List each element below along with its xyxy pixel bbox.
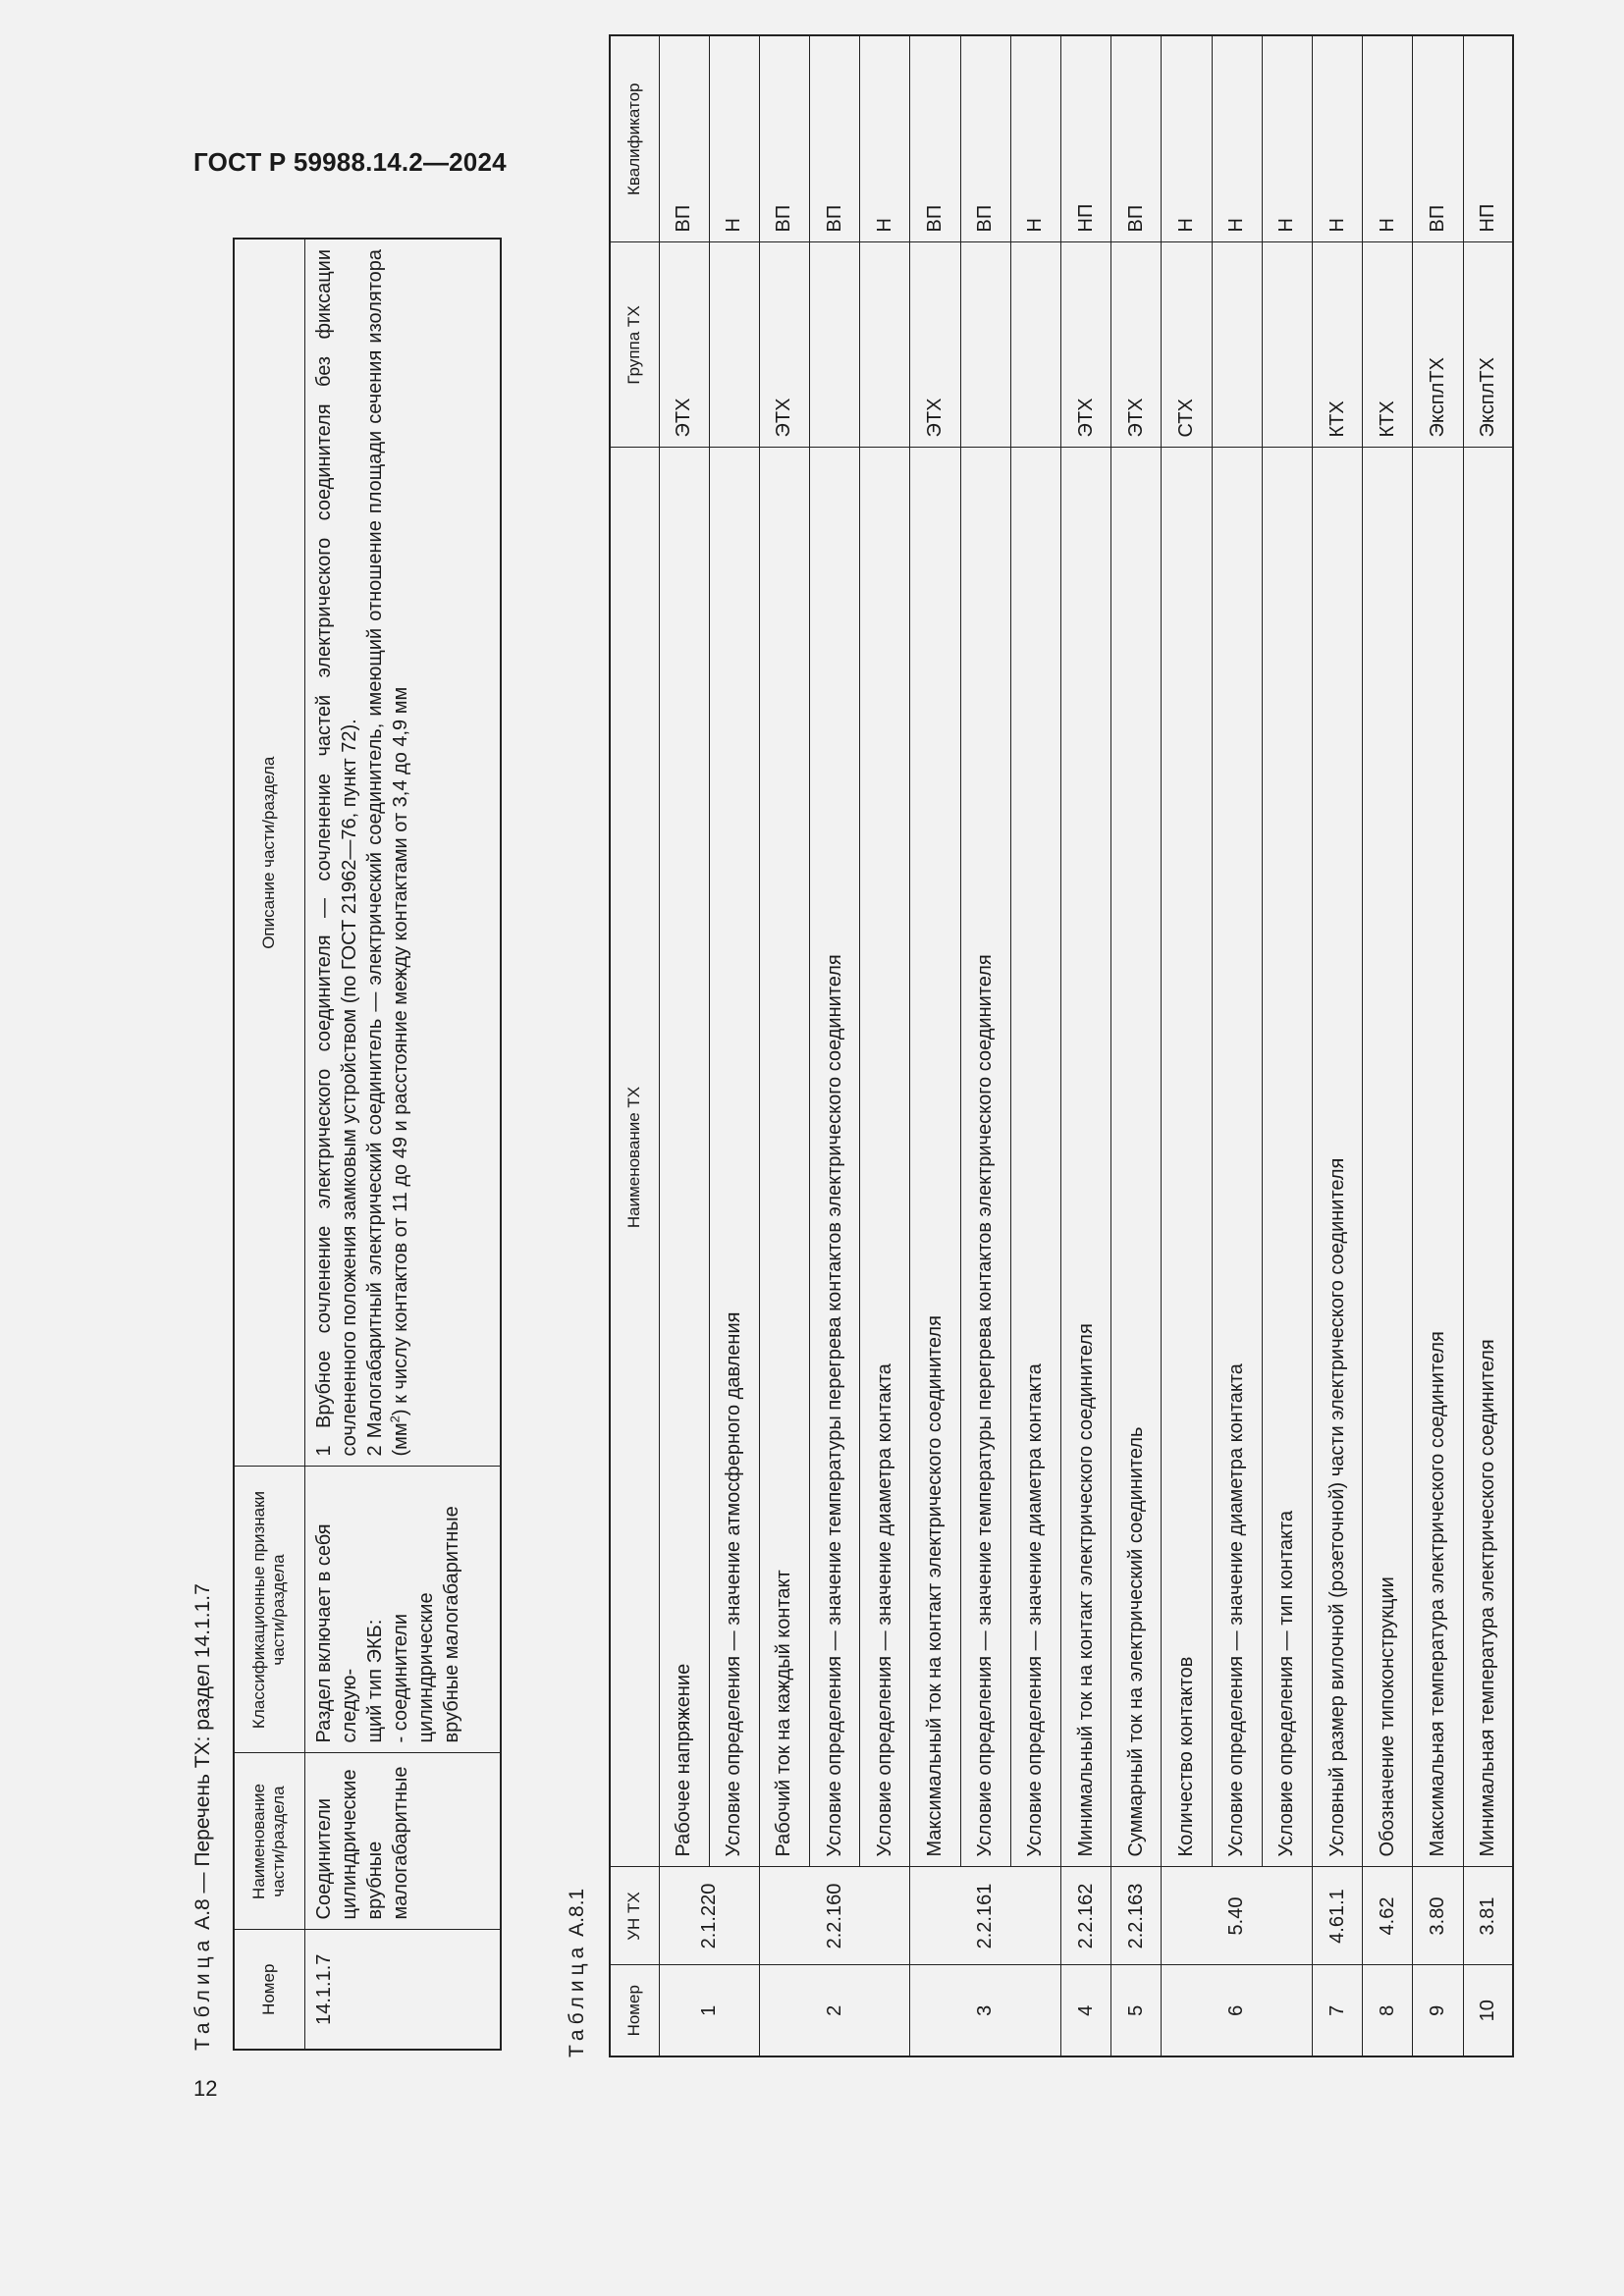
table1-features-line: щий тип ЭКБ: (363, 1619, 386, 1743)
tx-group-cell (1010, 242, 1060, 448)
un-tx-cell: 2.2.162 (1061, 1867, 1111, 1965)
table1-caption-rest: А.8 — Перечень ТХ: раздел 14.1.1.7 (191, 1583, 214, 1930)
qualifier-cell: Н (1312, 35, 1362, 242)
table-row (1413, 35, 1463, 2056)
row-number-cell: 6 (1162, 1965, 1313, 2056)
table1-features-line: врубные малогабаритные (440, 1506, 462, 1743)
table-row (759, 35, 809, 2056)
table1-cell-features (304, 1467, 501, 1753)
qualifier-cell: ВП (960, 35, 1010, 242)
table1-name-line: Соединители (312, 1797, 335, 1920)
table1-desc2-part-a: 2 Малогабаритный электрический соединитель — электрический соединитель, имеющий отношение площади сечения изолятора (мм (363, 249, 411, 1457)
table1-caption-word: Таблица (191, 1935, 214, 2051)
un-tx-cell: 4.62 (1363, 1867, 1413, 1965)
tx-name-cell: Количество контактов (1162, 448, 1212, 1867)
tx-group-cell: КТХ (1312, 242, 1362, 448)
table2-header-group: Группа ТХ (610, 242, 659, 448)
table2-body (659, 35, 1513, 2056)
table1-header-name: Наименование части/раздела (234, 1753, 304, 1930)
qualifier-cell: НП (1463, 35, 1513, 242)
tx-group-cell: ЭксплТХ (1413, 242, 1463, 448)
qualifier-cell: Н (860, 35, 910, 242)
tx-name-cell: Рабочее напряжение (659, 448, 709, 1867)
table-row (1463, 35, 1513, 2056)
tx-group-cell: ЭТХ (1111, 242, 1162, 448)
table-row (810, 35, 860, 2056)
table2-header-name: Наименование ТХ (610, 448, 659, 1867)
row-number-cell: 9 (1413, 1965, 1463, 2056)
qualifier-cell: Н (709, 35, 759, 242)
table1-name-line: малогабаритные (389, 1766, 411, 1920)
table2-header-qualifier: Квалификатор (610, 35, 659, 242)
row-number-cell: 7 (1312, 1965, 1362, 2056)
table1-cell-name (304, 1753, 501, 1930)
un-tx-cell: 3.80 (1413, 1867, 1463, 1965)
table-row (1212, 35, 1262, 2056)
table2-caption-rest: А.8.1 (566, 1888, 588, 1937)
tx-group-cell: ЭксплТХ (1463, 242, 1513, 448)
un-tx-cell: 5.40 (1162, 1867, 1313, 1965)
tx-name-cell: Минимальный ток на контакт электрического соединителя (1061, 448, 1111, 1867)
tx-name-cell: Условие определения — тип контакта (1262, 448, 1312, 1867)
table-row (1162, 35, 1212, 2056)
table1-features-line: - соединители цилиндрические (389, 1592, 437, 1743)
tx-group-cell: СТХ (1162, 242, 1212, 448)
tx-name-cell: Условие определения — значение диаметра контакта (1010, 448, 1060, 1867)
qualifier-cell: ВП (810, 35, 860, 242)
table-row (1010, 35, 1060, 2056)
table2-caption-word: Таблица (566, 1942, 588, 2057)
table1-cell-description (304, 239, 501, 1467)
table1-desc-item-2 (362, 249, 413, 1457)
qualifier-cell: НП (1061, 35, 1111, 242)
tx-group-cell (960, 242, 1010, 448)
table1-header-description: Описание части/раздела (234, 239, 304, 1467)
table2-caption (566, 1889, 589, 2057)
tx-group-cell (810, 242, 860, 448)
table-row (1363, 35, 1413, 2056)
row-number-cell: 5 (1111, 1965, 1162, 2056)
qualifier-cell: ВП (1413, 35, 1463, 242)
un-tx-cell: 2.2.161 (910, 1867, 1061, 1965)
qualifier-cell: ВП (910, 35, 960, 242)
table-row (860, 35, 910, 2056)
un-tx-cell: 2.2.163 (1111, 1867, 1162, 1965)
table-a8 (233, 238, 502, 2051)
table-row (1061, 35, 1111, 2056)
table-row (709, 35, 759, 2056)
row-number-cell: 4 (1061, 1965, 1111, 2056)
tx-name-cell: Условие определения — значение атмосферного давления (709, 448, 759, 1867)
tx-name-cell: Условие определения — значение температуры перегрева контактов электрического соединителя (810, 448, 860, 1867)
table1-caption (191, 1583, 215, 2051)
tx-group-cell (1212, 242, 1262, 448)
table1-desc2-superscript: 2 (386, 1415, 402, 1423)
table1-desc-item-1: 1 Врубное сочленение электрического соединителя — сочленение частей электрического соединителя без фиксации сочлененного положения замковым устройством (по ГОСТ 21962—76, пункт 72). (312, 249, 360, 1457)
tx-name-cell: Максимальный ток на контакт электрического соединителя (910, 448, 960, 1867)
table-row (1111, 35, 1162, 2056)
tx-name-cell: Условие определения — значение температуры перегрева контактов электрического соединителя (960, 448, 1010, 1867)
row-number-cell: 1 (659, 1965, 759, 2056)
row-number-cell: 2 (759, 1965, 910, 2056)
un-tx-cell: 4.61.1 (1312, 1867, 1362, 1965)
tx-name-cell: Условие определения — значение диаметра контакта (1212, 448, 1262, 1867)
un-tx-cell: 2.1.220 (659, 1867, 759, 1965)
tx-group-cell: КТХ (1363, 242, 1413, 448)
table1-name-line: врубные (363, 1841, 386, 1920)
qualifier-cell: ВП (759, 35, 809, 242)
qualifier-cell: Н (1212, 35, 1262, 242)
table1-header-number: Номер (234, 1930, 304, 2050)
qualifier-cell: Н (1010, 35, 1060, 242)
tx-name-cell: Обозначение типоконструкции (1363, 448, 1413, 1867)
qualifier-cell: ВП (659, 35, 709, 242)
table1-desc2-part-b: ) к числу контактов от 11 до 49 и расстояние между контактами от 3,4 до 4,9 мм (389, 686, 411, 1416)
tx-group-cell (860, 242, 910, 448)
tx-group-cell: ЭТХ (759, 242, 809, 448)
tx-name-cell: Максимальная температура электрического соединителя (1413, 448, 1463, 1867)
table1-name-line: цилиндрические (338, 1769, 360, 1920)
table-row (910, 35, 960, 2056)
table-row (960, 35, 1010, 2056)
tx-group-cell: ЭТХ (910, 242, 960, 448)
tx-group-cell (709, 242, 759, 448)
tx-name-cell: Суммарный ток на электрический соединитель (1111, 448, 1162, 1867)
qualifier-cell: Н (1162, 35, 1212, 242)
qualifier-cell: Н (1363, 35, 1413, 242)
tx-group-cell: ЭТХ (1061, 242, 1111, 448)
row-number-cell: 10 (1463, 1965, 1513, 2056)
table2-header-number: Номер (610, 1965, 659, 2056)
table-row (1312, 35, 1362, 2056)
document-header: ГОСТ Р 59988.14.2—2024 (193, 147, 507, 177)
qualifier-cell: Н (1262, 35, 1312, 242)
tx-name-cell: Минимальная температура электрического соединителя (1463, 448, 1513, 1867)
qualifier-cell: ВП (1111, 35, 1162, 242)
table1-header-features: Классификационные признаки части/раздела (234, 1467, 304, 1753)
table1-cell-number: 14.1.1.7 (304, 1930, 501, 2050)
table1-features-line: Раздел включает в себя следую- (312, 1523, 360, 1743)
table2-header-un: УН ТХ (610, 1867, 659, 1965)
tx-name-cell: Условие определения — значение диаметра контакта (860, 448, 910, 1867)
page-number: 12 (193, 2076, 218, 2101)
table-row (1262, 35, 1312, 2056)
tx-group-cell (1262, 242, 1312, 448)
tx-name-cell: Условный размер вилочной (розеточной) части электрического соединителя (1312, 448, 1362, 1867)
table-a8-1 (609, 34, 1514, 2057)
tx-name-cell: Рабочий ток на каждый контакт (759, 448, 809, 1867)
un-tx-cell: 3.81 (1463, 1867, 1513, 1965)
row-number-cell: 8 (1363, 1965, 1413, 2056)
un-tx-cell: 2.2.160 (759, 1867, 910, 1965)
row-number-cell: 3 (910, 1965, 1061, 2056)
tx-group-cell: ЭТХ (659, 242, 709, 448)
table-row (659, 35, 709, 2056)
